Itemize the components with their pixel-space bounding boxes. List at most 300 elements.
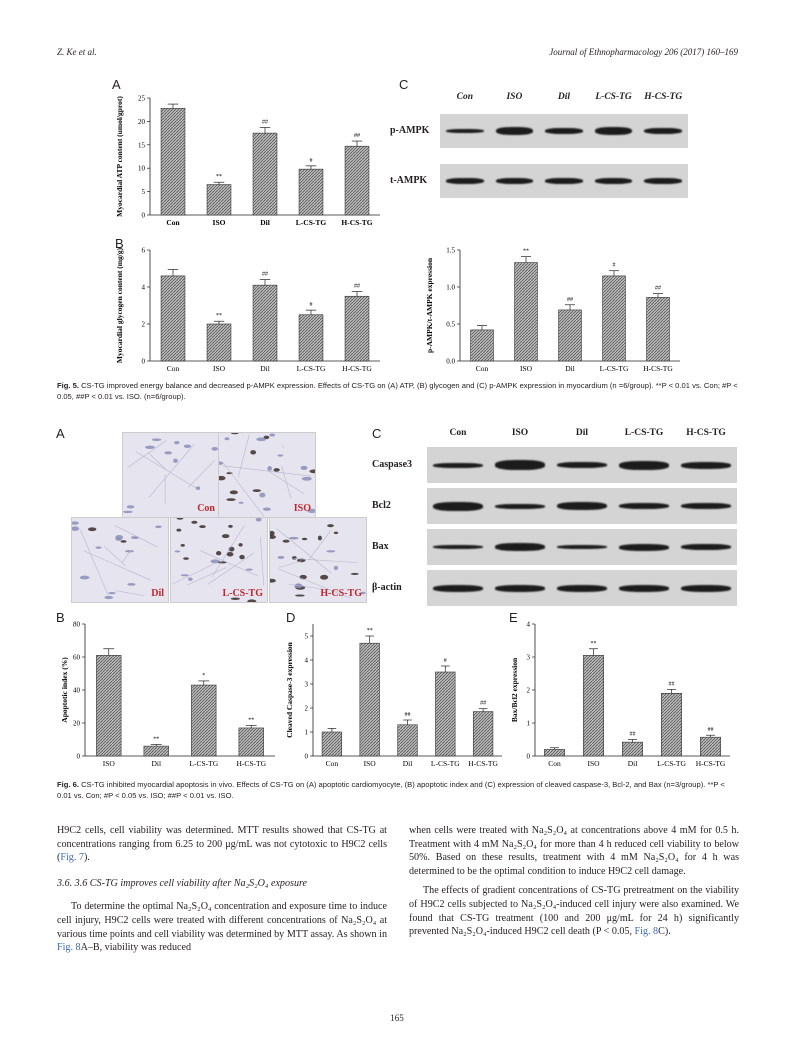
significance-label: ** [366,628,373,634]
fiber [104,546,125,565]
blot-band [644,128,682,134]
fiber [115,591,144,596]
fiber [276,528,331,573]
fig6-panel-b-letter: B [56,610,65,625]
y-tick-label: 0 [526,752,530,761]
x-tick-label: Dil [260,364,270,373]
x-tick-label: Con [166,218,180,227]
micrograph-dil [71,517,169,603]
blot-band [495,460,545,470]
nucleus [351,573,359,575]
x-tick-label: Con [548,759,561,768]
fiber [149,444,194,497]
nucleus [72,521,79,524]
nucleus [239,502,244,504]
blot-row-label: Bax [372,541,389,552]
blot-row-label: Bcl2 [372,500,391,511]
nucleus [327,524,334,527]
y-tick-label: 3 [304,680,308,689]
blot-column-headers [440,92,688,106]
nucleus [96,546,102,548]
micrograph-label: H-CS-TG [320,588,362,599]
micrograph-l-cs-tg [170,517,268,603]
micrograph-h-cs-tg [269,517,367,603]
bar [96,655,121,756]
significance-label: ** [153,736,160,743]
nucleus [115,535,123,540]
nucleus [226,498,235,501]
chart-glycogen [110,242,390,377]
fiber [173,564,214,584]
blot-band [619,544,669,551]
chart-bax-bcl2 [505,618,735,778]
fig5-caption [57,381,738,402]
blot-band [619,461,669,470]
x-tick-label: Dil [260,218,270,227]
significance-label: ## [567,296,573,303]
nucleus [155,525,161,528]
significance-label: # [612,262,616,269]
running-header-authors: Z. Ke et al. [57,47,97,57]
blot-band [557,585,607,592]
blot-band [681,544,731,550]
bar [299,169,323,215]
fig8-link-a[interactable]: Fig. 8 [57,942,81,954]
y-tick-label: 60 [73,653,80,662]
x-tick-label: Dil [627,759,638,768]
blot-row-label: p-AMPK [390,125,430,136]
fiber [279,561,301,568]
nucleus [270,535,276,539]
body-left-column [57,824,387,955]
y-axis-label: Apoptotic index (%) [60,657,69,723]
x-tick-label: ISO [519,364,533,373]
blot-band [619,503,669,509]
fiber [222,466,311,477]
bar [398,725,418,756]
body-left-p1-end: ). [83,852,90,864]
y-tick-label: 10 [138,164,145,173]
chart-pampk [420,242,690,377]
x-tick-label: L-CS-TG [189,759,219,768]
significance-label: ## [629,731,636,738]
nucleus [127,505,135,508]
bar [191,685,216,756]
blot-band [433,502,483,511]
nucleus [174,441,179,444]
y-tick-label: 40 [73,686,80,695]
nucleus [269,433,275,436]
nucleus [108,592,115,594]
x-tick-label: H-CS-TG [643,364,673,373]
fiber [212,525,244,577]
y-tick-label: 4 [141,283,145,292]
y-axis-label: Cleaved Caspase-3 expression [285,642,294,738]
nucleus [196,486,200,489]
bar [144,746,169,756]
nucleus [274,468,280,472]
y-axis-label: Myocardial ATP content (umol/gprot) [115,96,124,217]
x-tick-label: H-CS-TG [341,218,373,227]
blot-lane-label: H-CS-TG [644,92,683,102]
blot-band [545,128,583,134]
y-tick-label: 1 [526,719,530,728]
nucleus [199,525,205,528]
blot-band [545,178,583,184]
x-tick-label: H-CS-TG [342,364,372,373]
x-tick-label: H-CS-TG [236,759,267,768]
significance-label: ## [655,285,661,292]
bar [253,285,277,361]
fiber [309,530,331,560]
y-tick-label: 0 [141,211,145,220]
body-right-p2: The effects of gradient concentrations of CS-TG pretreatment on the viability of H9C2 cells subjected to Na₂S₂O₄-induced cell injury were also examined. We found that CS-TG treatment (100 and 200 μg/mL for 24 h) significantly prevented Na₂S₂O₄-induced H9C2 cell death (P < 0.05, [409,885,739,938]
blot-band [595,178,633,184]
blot-lane-label: ISO [511,428,529,438]
blot-strip [427,529,737,565]
bar [471,330,494,361]
bar [583,655,603,756]
nucleus [278,556,285,559]
y-tick-label: 1.0 [446,283,455,292]
nucleus [188,577,193,580]
bar [207,324,231,361]
y-axis-label: Bax/Bcl2 expression [510,657,519,723]
fiber [208,553,254,585]
micrograph-iso [218,432,316,518]
blot-band [644,178,682,184]
bar [700,737,720,756]
x-tick-label: L-CS-TG [296,364,326,373]
fig6-caption-label: Fig. 6. [57,780,79,789]
significance-label: # [443,658,447,664]
nucleus [175,550,181,552]
fiber [80,530,108,596]
y-axis-label: p-AMPK/t-AMPK expression [425,257,434,354]
bar [345,296,369,361]
bar [161,276,185,361]
nucleus [219,476,226,481]
nucleus [239,555,245,559]
nucleus [184,445,191,448]
blot-row-label: Caspase3 [372,459,413,470]
blot-band [433,545,483,549]
blot-lane-label: ISO [506,92,523,102]
y-tick-label: 5 [141,188,145,197]
micrograph-label: Con [197,503,215,514]
nucleus [181,574,189,576]
blot-strip [427,570,737,606]
x-tick-label: H-CS-TG [468,759,498,768]
nucleus [104,596,113,599]
nucleus [127,583,135,586]
micrograph-label: ISO [293,503,311,514]
nucleus [320,575,328,580]
x-tick-label: Con [325,759,339,768]
nucleus [326,550,335,552]
blot-lane-label: Dil [557,92,571,102]
blot-band [595,127,633,135]
blot-lane-label: L-CS-TG [624,428,664,438]
y-tick-label: 1 [304,728,308,737]
y-tick-label: 20 [73,719,80,728]
nucleus [164,451,172,454]
significance-label: ** [248,717,255,724]
nucleus [176,518,183,520]
fiber [282,446,284,447]
x-tick-label: L-CS-TG [295,218,327,227]
blot-band [446,129,484,133]
micrograph-label: Dil [151,588,164,599]
fiber [267,470,303,493]
nucleus [222,534,230,538]
significance-label: ** [216,313,222,320]
blot-band [433,585,483,592]
bar [647,297,670,361]
fig6-panel-e-letter: E [509,610,518,625]
nucleus [176,529,181,532]
y-tick-label: 2 [141,320,145,329]
significance-label: # [309,157,313,164]
nucleus [277,454,283,456]
fig5-caption-label: Fig. 5. [57,381,79,390]
significance-label: ** [216,174,222,181]
y-tick-label: 3 [526,653,530,662]
nucleus [302,477,312,481]
y-tick-label: 0.5 [446,320,455,329]
nucleus [231,433,239,434]
nucleus [80,576,90,580]
nucleus [246,569,253,571]
x-tick-label: H-CS-TG [695,759,726,768]
fig6-panel-a-letter: A [56,426,65,441]
y-tick-label: 4 [304,656,308,665]
blot-band [446,178,484,184]
blot-band [495,585,545,592]
nucleus [334,566,338,570]
fig6-caption [57,780,738,801]
x-tick-label: ISO [363,759,376,768]
bar [161,108,185,215]
significance-label: ## [480,700,487,707]
y-tick-label: 20 [138,117,145,126]
bar [253,133,277,215]
significance-label: ## [262,271,268,278]
nucleus [183,557,189,560]
y-tick-label: 1.5 [446,246,455,255]
x-tick-label: Con [475,364,489,373]
x-tick-label: ISO [587,759,600,768]
bar [544,749,564,756]
blot-band [557,502,607,510]
running-header-journal: Journal of Ethnopharmacology 206 (2017) 160–169 [549,47,738,57]
nucleus [247,599,256,602]
nucleus [334,532,338,534]
x-tick-label: ISO [212,218,226,227]
bar [322,732,342,756]
nucleus [256,518,262,522]
micrograph-label: L-CS-TG [222,588,263,599]
nucleus [259,493,265,498]
fiber [128,441,167,468]
blot-strip [427,488,737,524]
blot-row-label: β-actin [372,582,402,593]
blot-lane-label: H-CS-TG [686,428,726,438]
blot-lane-label: Con [449,428,467,438]
y-tick-label: 2 [304,704,308,713]
y-tick-label: 5 [304,632,308,641]
y-tick-label: 0 [304,752,308,761]
page-number: 165 [390,1013,404,1023]
nucleus [302,538,307,540]
nucleus [181,544,185,547]
bar [603,276,626,361]
x-tick-label: ISO [102,759,115,768]
y-tick-label: 4 [526,620,530,629]
nucleus [239,543,243,546]
blot-strip [440,164,688,198]
bar [473,712,493,756]
nucleus [270,579,276,583]
nucleus [256,438,266,442]
y-tick-label: 2 [526,686,530,695]
significance-label: # [309,302,313,309]
section-heading-3-6: 3.6. 3.6 CS-TG improves cell viability after Na₂S₂O₄ exposure [57,877,308,889]
nucleus [283,540,290,543]
significance-label: ## [262,119,268,126]
x-tick-label: Dil [151,759,162,768]
significance-label: * [202,672,206,679]
bar [360,643,380,756]
nucleus [289,537,299,540]
nucleus [228,525,233,528]
blot-band [681,585,731,592]
fig7-link[interactable]: Fig. 7 [60,852,84,864]
nucleus [318,536,322,541]
chart-atp [110,88,390,236]
nucleus [191,521,197,524]
nucleus [121,540,127,543]
nucleus [216,551,221,555]
blot-lane-label: L-CS-TG [595,92,632,102]
blot-lane-label: Con [456,92,473,102]
significance-label: ## [354,133,360,140]
fiber [188,460,214,487]
body-right-p2-end: C). [658,926,671,938]
significance-label: ## [668,681,675,688]
fig6-panel-d-letter: D [286,610,296,625]
x-tick-label: L-CS-TG [657,759,686,768]
blot-strip [440,114,688,148]
fig8-link-c[interactable]: Fig. 8 [634,926,659,938]
significance-label: ## [404,712,411,718]
bar [345,146,369,215]
blot-strip [427,447,737,483]
blot-band [681,462,731,469]
y-tick-label: 15 [138,141,145,150]
blot-band [433,463,483,468]
bar [622,742,642,756]
bar [435,672,455,756]
bar [299,315,323,361]
fig5-western-blot [390,92,690,212]
body-left-p1: H9C2 cells, cell viability was determined. MTT results showed that CS-TG at concentrations ranging from 6.25 to 200 μg/mL was not cytotoxic to H9C2 cells ( [57,825,387,864]
x-tick-label: Dil [402,759,413,768]
nucleus [270,531,275,536]
blot-column-headers [427,428,737,442]
nucleus [263,507,271,510]
y-tick-label: 0 [76,752,80,761]
fiber [238,435,249,478]
micrograph-con [122,432,220,518]
nucleus [224,437,229,440]
body-right-p1: when cells were treated with Na₂S₂O₄ at concentrations above 4 mM for 0.5 h. Treatment with 4 mM Na₂S₂O₄ for more than 4 h reduced cell viability to below 50%. Based on these results, treatment with 4 mM Na₂S₂O₄ for 4 h was determined to be the optimal condition to induce H9C2 cell damage. [409,825,739,877]
nucleus [250,450,256,454]
blot-band [495,543,545,551]
blot-band [557,545,607,549]
fiber [148,453,166,470]
significance-label: ## [707,727,714,734]
y-axis-label: Myocardial glycogen content (mg/g) [115,247,124,364]
body-right-column [409,824,739,939]
significance-label: ** [590,640,597,647]
significance-label: ## [354,283,360,290]
blot-band [557,462,607,468]
chart-caspase3 [280,618,505,778]
blot-row-label: t-AMPK [390,175,428,186]
blot-band [495,504,545,509]
nucleus [210,559,219,563]
fiber [260,537,263,585]
nucleus [152,438,162,441]
nucleus [292,556,297,559]
bar [207,185,231,215]
nucleus [145,446,155,449]
nucleus [227,552,234,557]
blot-band [496,178,534,184]
y-tick-label: 80 [73,620,80,629]
fig6-panel-c-letter: C [372,426,382,441]
fig6-western-blot [372,428,742,608]
x-tick-label: Dil [565,364,575,373]
nucleus [301,466,308,470]
nucleus [72,526,79,531]
blot-band [619,585,669,592]
nucleus [219,462,223,465]
fig5-caption-text: CS-TG improved energy balance and decreased p-AMPK expression. Effects of CS-TG on (A) ATP, (B) glycogen and (C) p-AMPK expression in myocardium (n =6/group). **P < 0.01 vs. Con; #P < 0.05, ##P < 0.01 vs. ISO. (n=6/group). [57,381,738,401]
blot-lane-label: Dil [575,428,589,438]
bar [239,728,264,756]
x-tick-label: L-CS-TG [430,759,460,768]
bar [559,310,582,361]
nucleus [295,594,305,596]
fig5-panel-a-letter: A [112,77,121,92]
fig6-caption-text: CS-TG inhibited myocardial apoptosis in vivo. Effects of CS-TG on (A) apoptotic cardiomyocyte, (B) apoptotic index and (C) expression of cleaved caspase-3, Bcl-2, and Bax (n=3/group). **P < 0.01 vs. Con; #P < 0.05 vs. ISO; ##P < 0.01 vs. ISO. [57,780,725,800]
nucleus [88,527,96,531]
bar [661,693,681,756]
x-tick-label: Con [166,364,180,373]
chart-apoptotic-index [55,618,280,778]
x-tick-label: L-CS-TG [599,364,629,373]
y-tick-label: 0 [141,357,145,366]
nucleus [230,490,238,494]
nucleus [253,489,261,492]
blot-band [681,503,731,509]
significance-label: ** [523,248,529,255]
fiber [84,551,151,581]
nucleus [173,459,178,463]
nucleus [123,511,133,513]
